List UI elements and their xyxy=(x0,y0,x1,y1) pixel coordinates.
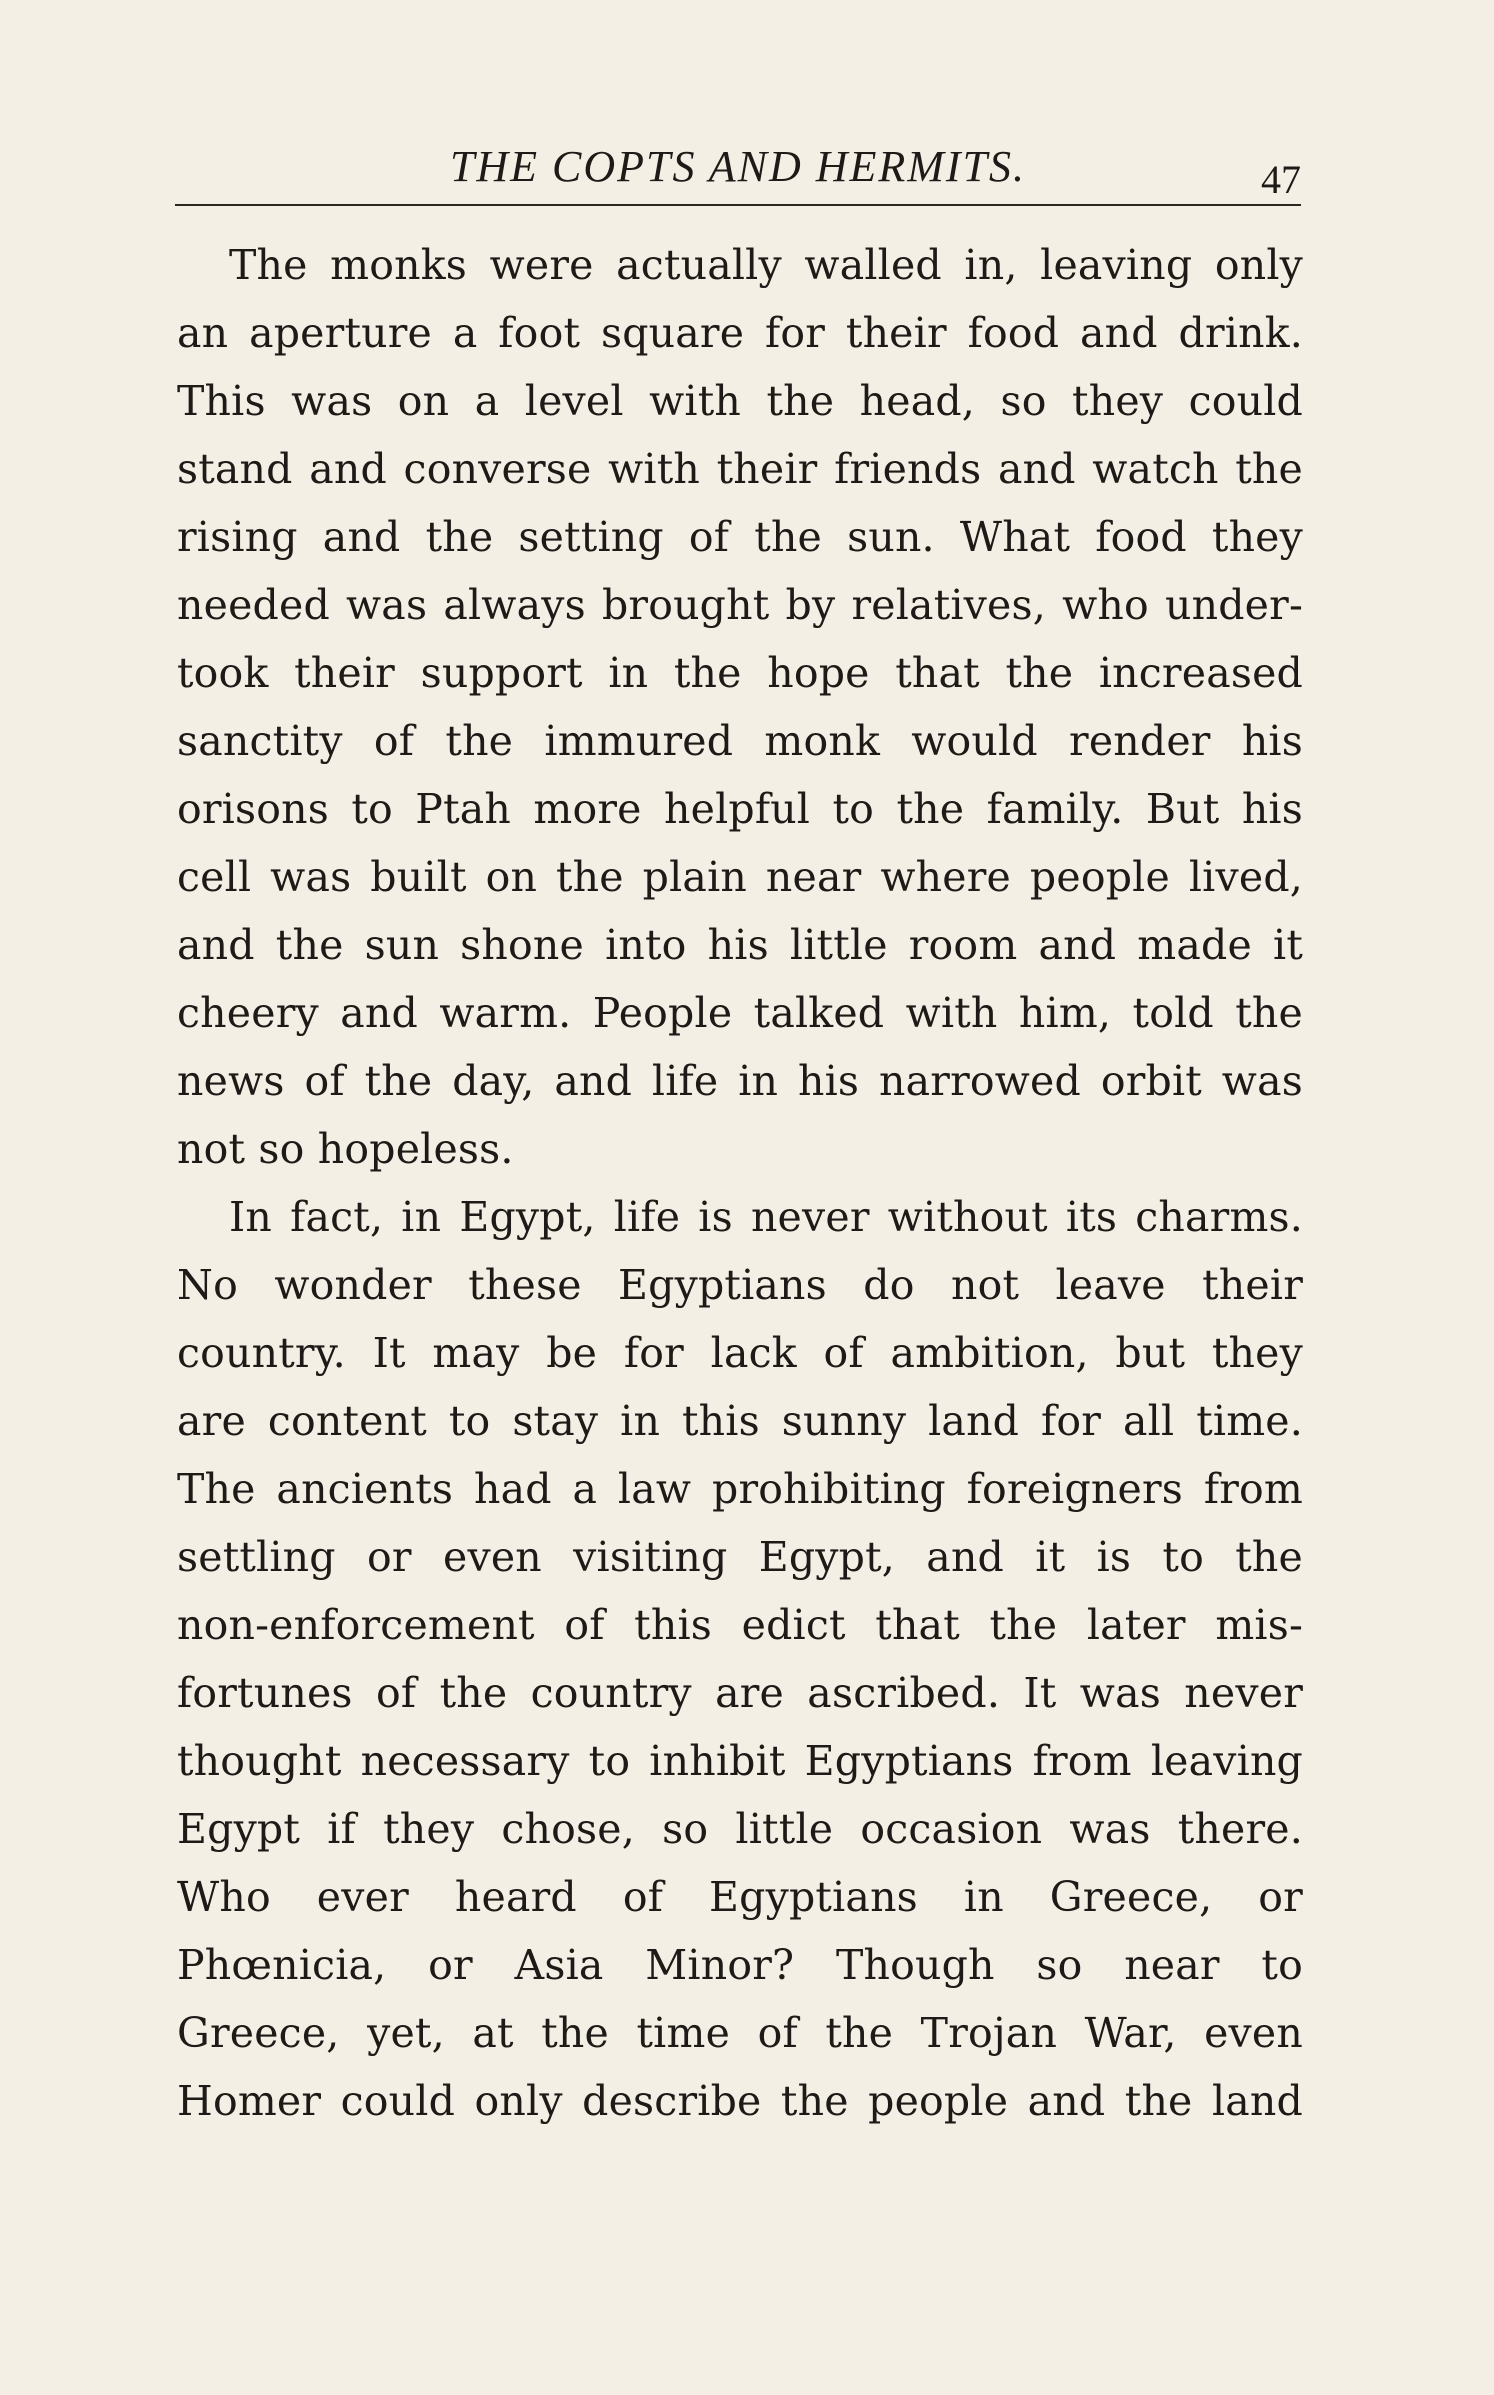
text-line: cell was built on the plain near where people lived, xyxy=(177,853,1303,901)
text-line: news of the day, and life in his narrowed orbit was xyxy=(177,1057,1303,1105)
text-line: The ancients had a law prohibiting foreigners from xyxy=(177,1465,1303,1513)
text-line: The monks were actually walled in, leaving only xyxy=(229,241,1303,289)
text-line: rising and the setting of the sun. What food they xyxy=(177,513,1303,561)
text-line: Who ever heard of Egyptians in Greece, or xyxy=(177,1873,1303,1921)
header-rule xyxy=(175,204,1301,206)
text-line: sanctity of the immured monk would render his xyxy=(177,717,1303,765)
text-line: In fact, in Egypt, life is never without its charms. xyxy=(229,1193,1303,1241)
text-line: took their support in the hope that the increased xyxy=(177,649,1303,697)
running-title: THE COPTS AND HERMITS. xyxy=(449,142,1027,191)
text-line: orisons to Ptah more helpful to the family. But his xyxy=(177,785,1303,833)
text-line: non-enforcement of this edict that the later mis- xyxy=(177,1601,1303,1649)
text-line: settling or even visiting Egypt, and it is to the xyxy=(177,1533,1303,1581)
text-line: are content to stay in this sunny land for all time. xyxy=(177,1397,1303,1445)
running-head xyxy=(175,138,1301,202)
text-line: stand and converse with their friends and watch the xyxy=(177,445,1303,493)
text-line: an aperture a foot square for their food and drink. xyxy=(177,309,1303,357)
text-line: Phœnicia, or Asia Minor? Though so near to xyxy=(177,1941,1303,1989)
text-line: This was on a level with the head, so they could xyxy=(177,377,1303,425)
text-line: country. It may be for lack of ambition, but they xyxy=(177,1329,1303,1377)
text-line: needed was always brought by relatives, who under- xyxy=(177,581,1303,629)
text-line: thought necessary to inhibit Egyptians from leaving xyxy=(177,1737,1303,1785)
text-line: No wonder these Egyptians do not leave their xyxy=(177,1261,1303,1309)
text-line: Egypt if they chose, so little occasion was there. xyxy=(177,1805,1303,1853)
text-line: not so hopeless. xyxy=(177,1125,514,1173)
body-text xyxy=(177,231,1303,2135)
text-line: fortunes of the country are ascribed. It was never xyxy=(177,1669,1303,1717)
text-line: and the sun shone into his little room and made it xyxy=(177,921,1303,969)
text-line: Greece, yet, at the time of the Trojan War, even xyxy=(177,2009,1303,2057)
text-line: cheery and warm. People talked with him, told the xyxy=(177,989,1303,1037)
page-number: 47 xyxy=(1261,157,1301,202)
text-line: Homer could only describe the people and the land xyxy=(177,2077,1303,2125)
